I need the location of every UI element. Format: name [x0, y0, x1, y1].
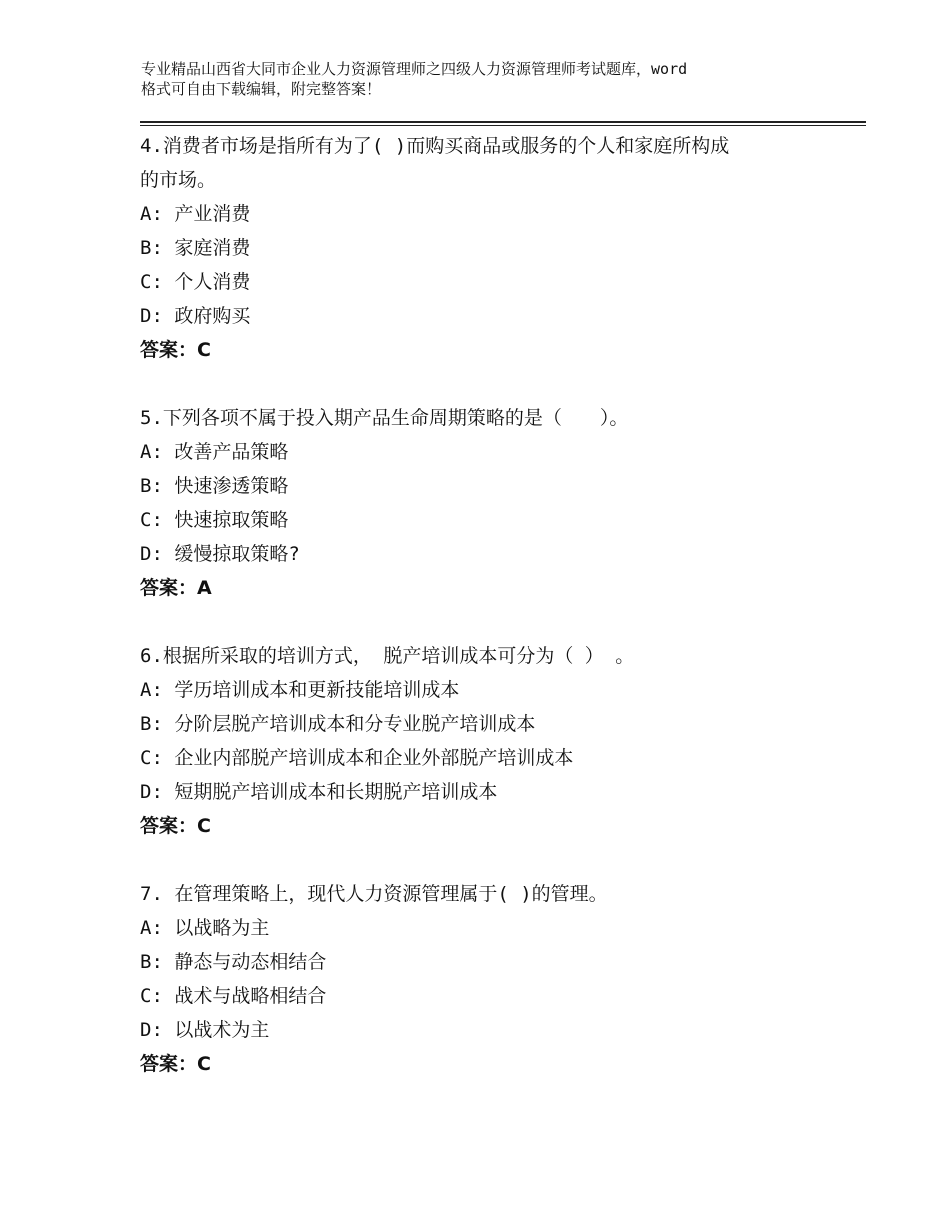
question-6	[140, 639, 840, 843]
option-a: A: 学历培训成本和更新技能培训成本	[140, 679, 460, 701]
question-7	[140, 877, 840, 1081]
answer: 答案：C	[140, 815, 211, 837]
option-b: B: 分阶层脱产培训成本和分专业脱产培训成本	[140, 713, 536, 735]
question-text-cont: 的市场。	[140, 169, 217, 191]
option-c: C: 企业内部脱产培训成本和企业外部脱产培训成本	[140, 747, 574, 769]
header-line-1: 专业精品山西省大同市企业人力资源管理师之四级人力资源管理师考试题库，word	[141, 60, 688, 78]
header-rule-thin	[140, 125, 866, 126]
option-b: B: 静态与动态相结合	[140, 951, 327, 973]
option-d: D: 以战术为主	[140, 1019, 270, 1041]
option-c: C: 战术与战略相结合	[140, 985, 327, 1007]
question-4	[140, 129, 840, 367]
answer: 答案：C	[140, 1053, 211, 1075]
question-text: 6.根据所采取的培训方式， 脱产培训成本可分为（ ） 。	[140, 645, 635, 667]
answer: 答案：C	[140, 339, 211, 361]
document-header	[141, 59, 841, 99]
option-a: A: 改善产品策略	[140, 441, 289, 463]
option-d: D: 短期脱产培训成本和长期脱产培训成本	[140, 781, 498, 803]
header-rule-thick	[140, 121, 866, 123]
question-list	[140, 129, 840, 1115]
option-a: A: 以战略为主	[140, 917, 270, 939]
option-b: B: 家庭消费	[140, 237, 251, 259]
question-text: 5.下列各项不属于投入期产品生命周期策略的是（ ）。	[140, 407, 629, 429]
question-5	[140, 401, 840, 605]
question-text: 7. 在管理策略上，现代人力资源管理属于( )的管理。	[140, 883, 608, 905]
question-text: 4.消费者市场是指所有为了( )而购买商品或服务的个人和家庭所构成	[140, 135, 730, 157]
option-c: C: 快速掠取策略	[140, 509, 289, 531]
option-c: C: 个人消费	[140, 271, 251, 293]
option-a: A: 产业消费	[140, 203, 251, 225]
option-d: D: 缓慢掠取策略?	[140, 543, 300, 565]
option-b: B: 快速渗透策略	[140, 475, 289, 497]
option-d: D: 政府购买	[140, 305, 251, 327]
header-line-2: 格式可自由下载编辑，附完整答案！	[141, 80, 382, 98]
answer: 答案：A	[140, 577, 212, 599]
